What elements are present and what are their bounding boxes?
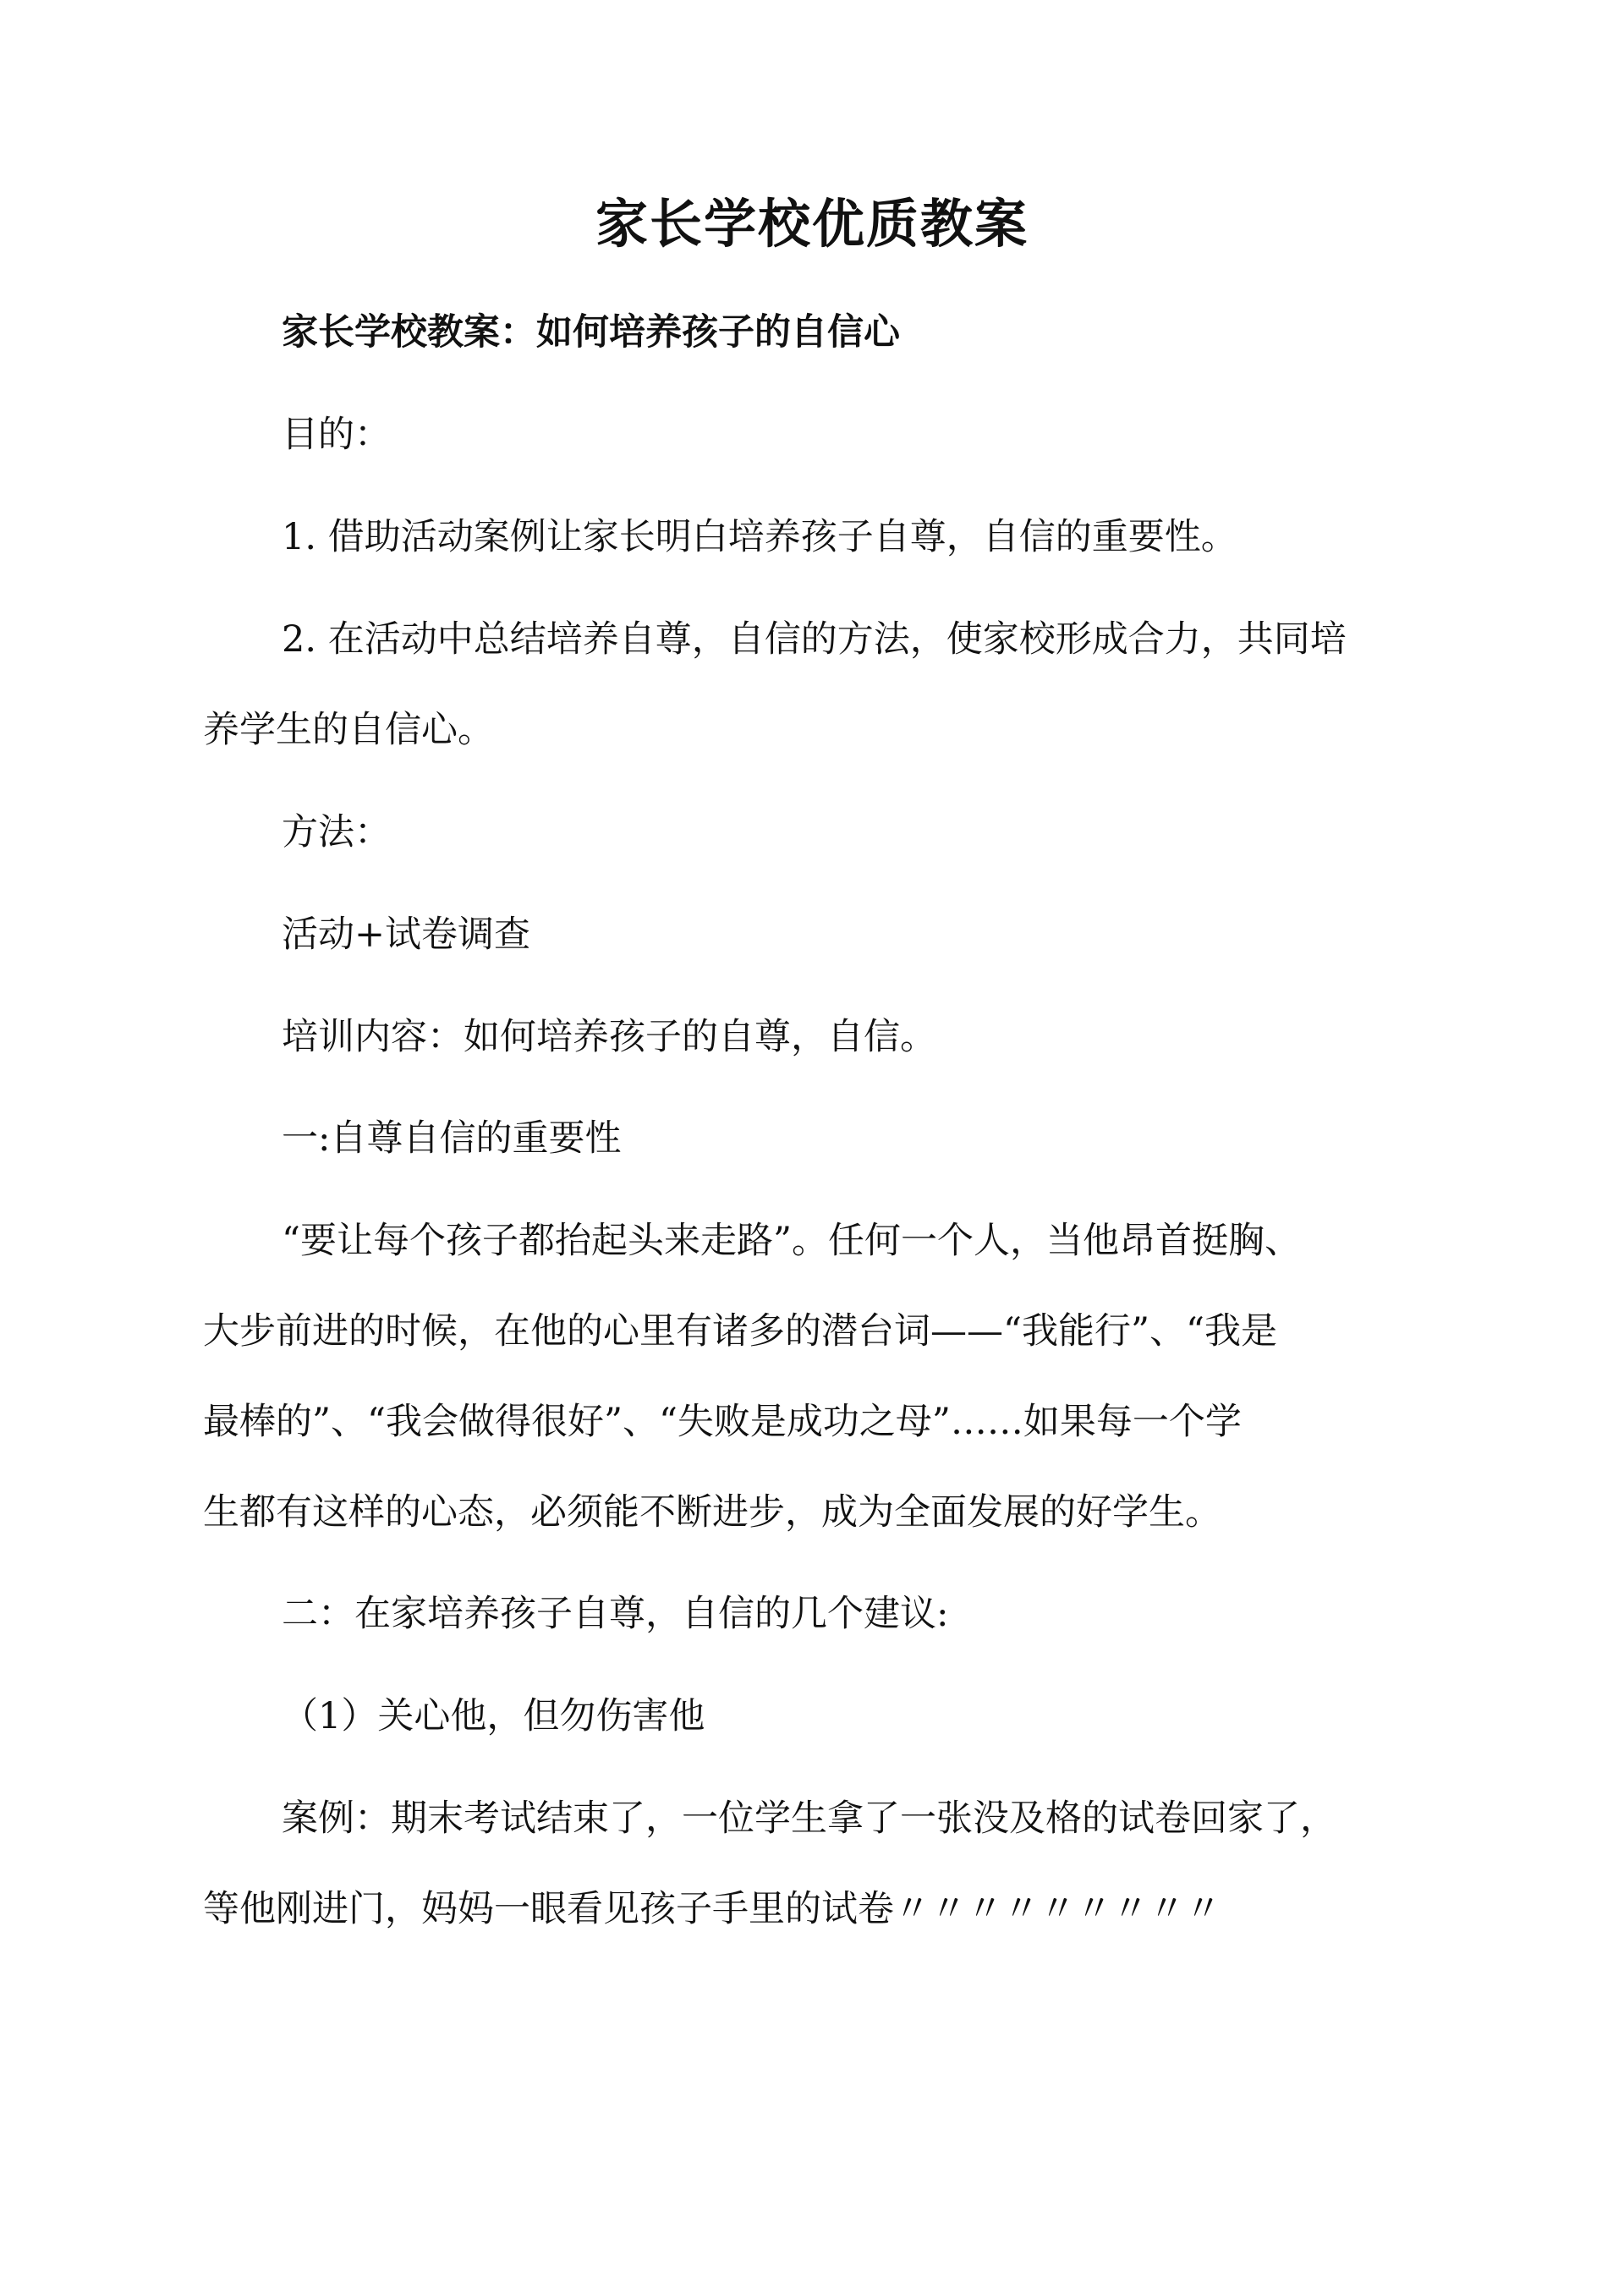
- paragraph-purpose-2-line-1: 2. 在活动中总结培养自尊，自信的方法，使家校形成合力，共同培: [282, 618, 1347, 661]
- paragraph-purpose-2-line-2: 养学生的自信心。: [203, 709, 494, 751]
- paragraph-method-heading: 方法：: [282, 811, 391, 853]
- paragraph-importance-line-2: 大步前进的时候，在他的心里有诸多的潜台词——“我能行”、“我是: [203, 1310, 1277, 1353]
- paragraph-importance-line-1: “要让每个孩子都抬起头来走路”。任何一个人，当他昂首挺胸、: [282, 1220, 1301, 1262]
- section-heading-2: 二：在家培养孩子自尊，自信的几个建议:: [282, 1593, 949, 1635]
- paragraph-importance-line-3: 最棒的”、“我会做得很好”、“失败是成功之母”……如果每一个学: [203, 1401, 1242, 1443]
- case-line-1: 案例：期末考试结束了，一位学生拿了一张没及格的试卷回家了，: [282, 1797, 1336, 1840]
- paragraph-purpose-1: 1. 借助活动案例让家长明白培养孩子自尊，自信的重要性。: [282, 516, 1237, 558]
- suggestion-1: （1）关心他，但勿伤害他: [282, 1695, 705, 1737]
- paragraph-training-content: 培训内容：如何培养孩子的自尊，自信。: [282, 1016, 936, 1058]
- document-title: 家长学校优质教案: [595, 193, 1029, 255]
- paragraph-method: 活动+试卷调查: [282, 914, 531, 956]
- subtitle: 家长学校教案：如何培养孩子的自信心: [282, 311, 900, 354]
- case-line-2: 等他刚进门，妈妈一眼看见孩子手里的试卷〃〃〃〃〃〃〃〃〃: [203, 1888, 1221, 1930]
- paragraph-purpose-heading: 目的：: [282, 414, 391, 456]
- paragraph-importance-line-4: 生都有这样的心态，必须能不断进步，成为全面发展的好学生。: [203, 1491, 1221, 1534]
- section-heading-1: 一:自尊自信的重要性: [282, 1117, 622, 1160]
